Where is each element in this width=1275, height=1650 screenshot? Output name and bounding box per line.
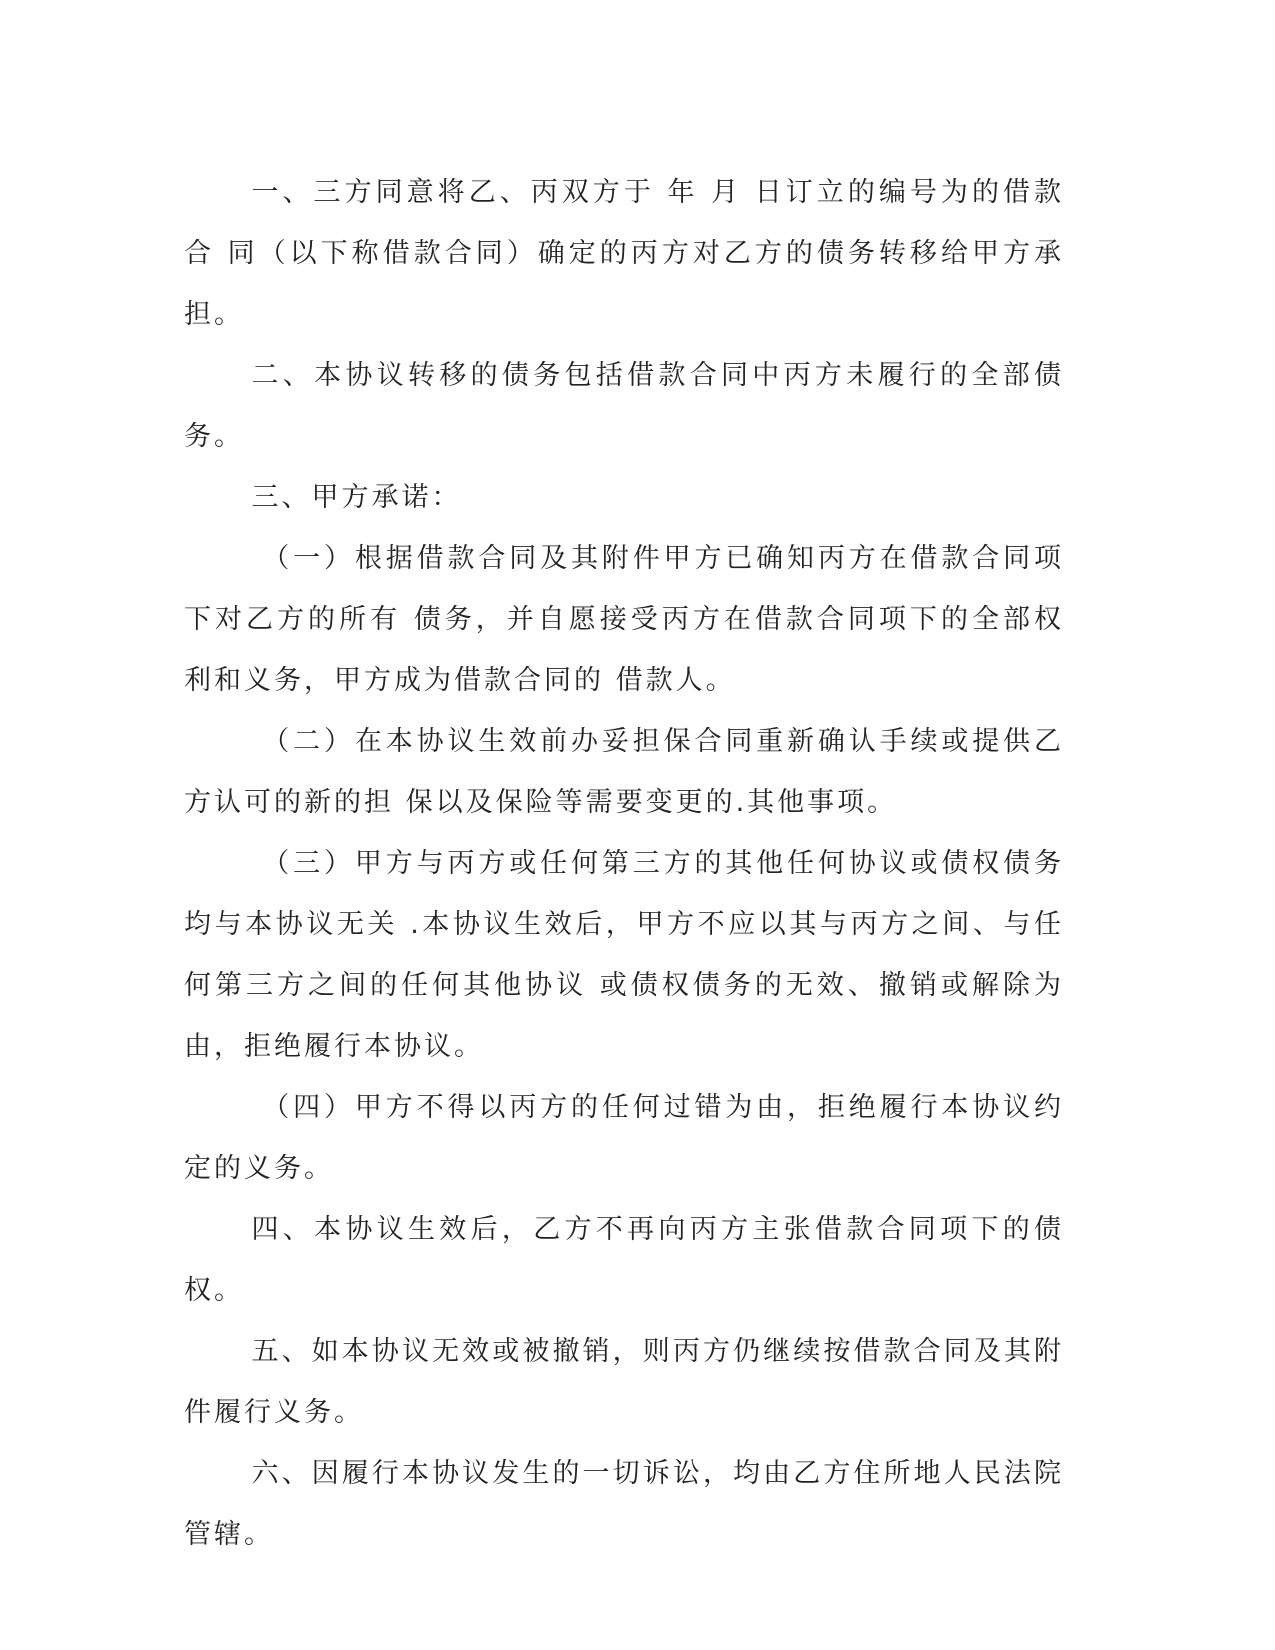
clause-3-item-1: （一）根据借款合同及其附件甲方已确知丙方在借款合同项下对乙方的所有 债务，并自愿接受丙方在借款合同项下的全部权利和义务，甲方成为借款合同的 借款人。	[184, 543, 1064, 696]
clause-3-item-4: （四）甲方不得以丙方的任何过错为由，拒绝履行本协议约定的义务。	[184, 1092, 1064, 1184]
clause-3-heading: 三、甲方承诺：	[251, 482, 462, 513]
clause-2: 二、本协议转移的债务包括借款合同中丙方未履行的全部债务。	[184, 360, 1064, 452]
clause-5: 五、如本协议无效或被撤销，则丙方仍继续按借款合同及其附件履行义务。	[184, 1336, 1064, 1428]
clause-3-item-2: （二）在本协议生效前办妥担保合同重新确认手续或提供乙方认可的新的担 保以及保险等需要变更的.其他事项。	[184, 726, 1064, 818]
clause-6: 六、因履行本协议发生的一切诉讼，均由乙方住所地人民法院管辖。	[184, 1458, 1064, 1550]
clause-3-item-3: （三）甲方与丙方或任何第三方的其他任何协议或债权债务均与本协议无关 .本协议生效后，甲方不应以其与丙方之间、与任何第三方之间的任何其他协议 或债权债务的无效、撤销或解除为由，拒绝履行本协议。	[184, 848, 1064, 1062]
clause-4: 四、本协议生效后，乙方不再向丙方主张借款合同项下的债权。	[184, 1214, 1064, 1306]
clause-1: 一、三方同意将乙、丙双方于 年 月 日订立的编号为的借款合 同（以下称借款合同）确定的丙方对乙方的债务转移给甲方承担。	[184, 177, 1064, 330]
document-body	[184, 162, 1064, 1565]
